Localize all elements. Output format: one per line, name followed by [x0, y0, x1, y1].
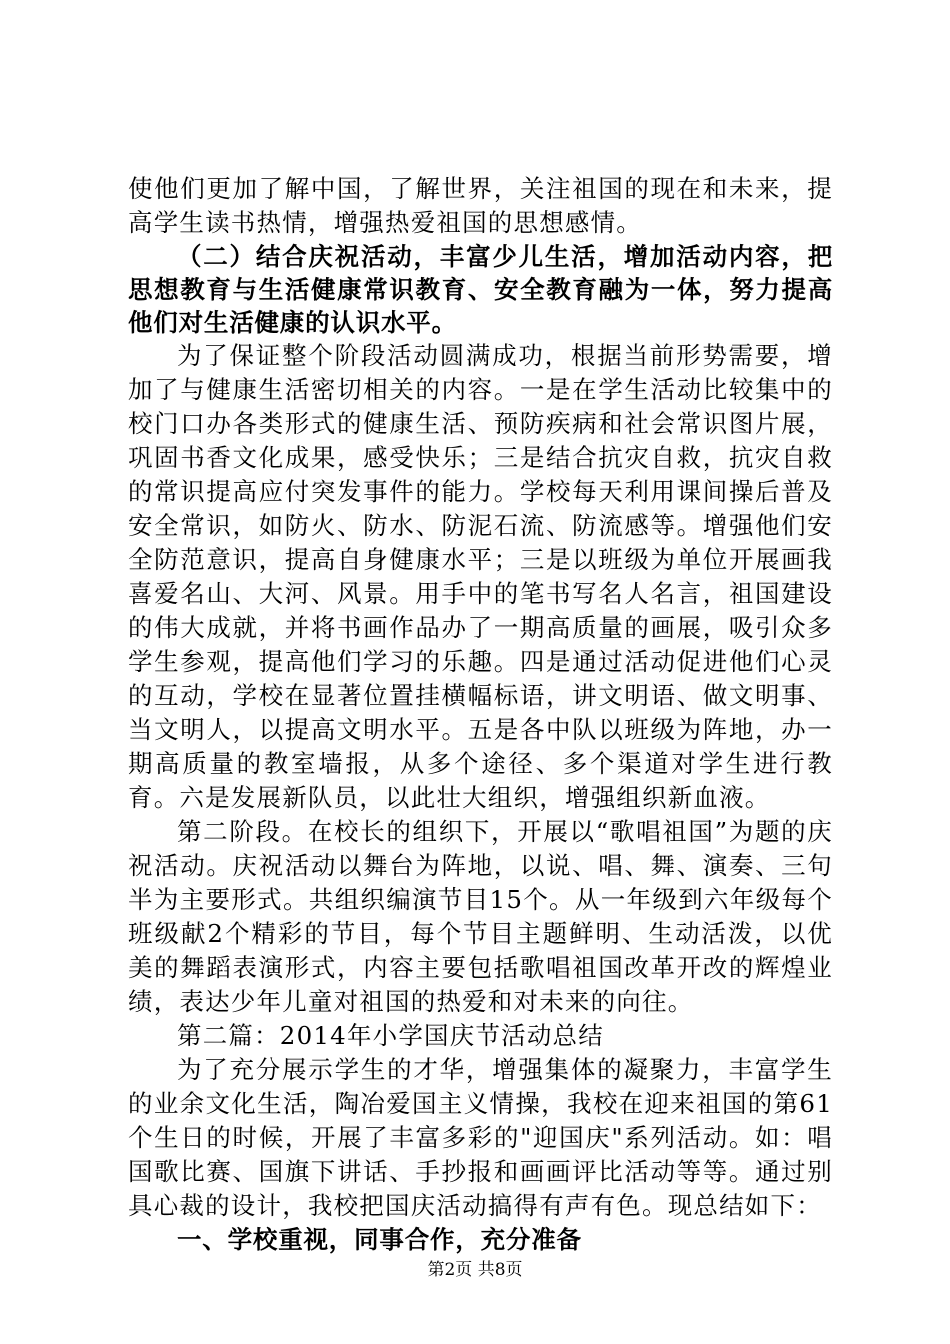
- page-number-footer: 第2页 共8页: [427, 1260, 523, 1280]
- paragraph-intro: 为了充分展示学生的才华，增强集体的凝聚力，丰富学生的业余文化生活，陶冶爱国主义情操，我校在迎来祖国的第61个生日的时候，开展了丰富多彩的"迎国庆"系列活动。如：唱国歌比赛、国旗下讲话、手抄报和画画评比活动等等。通过别具心裁的设计，我校把国庆活动搞得有声有色。现总结如下：: [128, 1055, 833, 1220]
- paragraph-continuation: 使他们更加了解中国，了解世界，关注祖国的现在和未来，提高学生读书热情，增强热爱祖国的思想感情。: [128, 174, 833, 237]
- article-title: 第二篇：2014年小学国庆节活动总结: [177, 1021, 604, 1050]
- paragraph-stage-two: 第二阶段。在校长的组织下，开展以“歌唱祖国”为题的庆祝活动。庆祝活动以舞台为阵地，以说、唱、舞、演奏、三句半为主要形式。共组织编演节目15个。从一年级到六年级每个班级献2个精彩的节目，每个节目主题鲜明、生动活泼，以优美的舞蹈表演形式，内容主要包括歌唱祖国改革开改的辉煌业绩，表达少年儿童对祖国的热爱和对未来的向往。: [128, 817, 833, 1016]
- paragraph-activities: 为了保证整个阶段活动圆满成功，根据当前形势需要，增加了与健康生活密切相关的内容。一是在学生活动比较集中的校门口办各类形式的健康生活、预防疾病和社会常识图片展，巩固书香文化成果，感受快乐；三是结合抗灾自救，抗灾自救的常识提高应付突发事件的能力。学校每天利用课间操后普及安全常识，如防火、防水、防泥石流、防流感等。增强他们安全防范意识，提高自身健康水平；三是以班级为单位开展画我喜爱名山、大河、风景。用手中的笔书写名人名言，祖国建设的伟大成就，并将书画作品办了一期高质量的画展，吸引众多学生参观，提高他们学习的乐趣。四是通过活动促进他们心灵的互动，学校在显著位置挂横幅标语，讲文明语、做文明事、当文明人，以提高文明水平。五是各中队以班级为阵地，办一期高质量的教室墙报，从多个途径、多个渠道对学生进行教育。六是发展新队员，以此壮大组织，增强组织新血液。: [128, 341, 833, 812]
- document-body: [128, 172, 833, 1256]
- section-heading-1: 一、学校重视，同事合作，充分准备: [177, 1225, 582, 1254]
- section-heading-2: （二）结合庆祝活动，丰富少儿生活，增加活动内容，把思想教育与生活健康常识教育、安全教育融为一体，努力提高他们对生活健康的认识水平。: [128, 242, 833, 337]
